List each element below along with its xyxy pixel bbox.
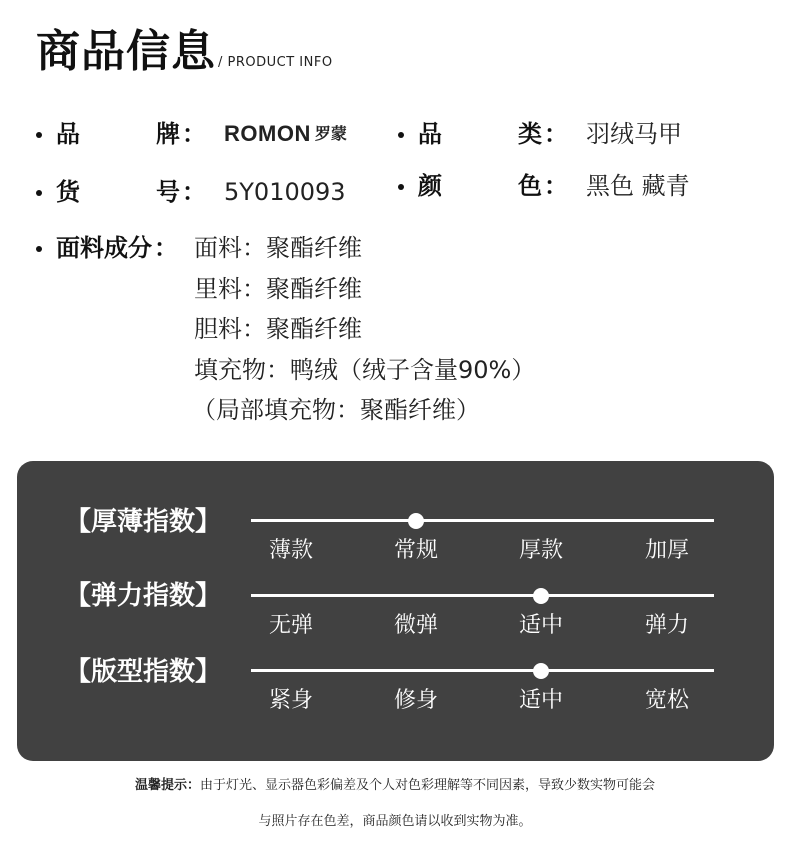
page-subtitle: / PRODUCT INFO <box>218 55 333 70</box>
fit-index-title: 【版型指数】 <box>65 657 222 687</box>
material-line: 面料：聚酯纤维 <box>194 234 362 262</box>
item-no-value: 5Y010093 <box>224 178 346 206</box>
brand-logo-latin: ROMON <box>224 121 311 146</box>
thickness-index-track <box>251 519 714 522</box>
color-label: 颜 色 <box>418 172 542 200</box>
material-label: 面料成分 <box>56 234 152 262</box>
info-row-category: 品 类 ： 羽绒马甲 <box>398 120 682 148</box>
material-line: 胆料：聚酯纤维 <box>194 315 362 343</box>
info-row-color: 颜 色 ： 黑色 藏青 <box>398 172 690 200</box>
scale-option: 厚款 <box>518 538 564 563</box>
brand-logo <box>224 120 347 148</box>
info-row-material: 面料成分 ： <box>36 234 178 262</box>
thickness-index-marker <box>408 513 424 529</box>
bullet-icon <box>398 184 404 190</box>
scale-option: 适中 <box>518 613 564 638</box>
scale-option: 适中 <box>518 688 564 713</box>
fit-index-track <box>251 669 714 672</box>
category-label: 品 类 <box>418 120 542 148</box>
fit-index-marker <box>533 663 549 679</box>
scale-option: 薄款 <box>268 538 314 563</box>
brand-logo-cn: 罗蒙 <box>314 124 347 143</box>
page-header <box>36 28 333 76</box>
info-row-item-no: 货 号 ： 5Y010093 <box>36 178 346 206</box>
category-value: 羽绒马甲 <box>586 120 682 148</box>
scale-option: 常规 <box>393 538 439 563</box>
elasticity-index-title: 【弹力指数】 <box>65 581 222 611</box>
elasticity-index-track <box>251 594 714 597</box>
scale-option: 加厚 <box>644 538 690 563</box>
item-no-label: 货 号 <box>56 178 180 206</box>
material-list <box>194 234 535 437</box>
footnote-text-1: 由于灯光、显示器色彩偏差及个人对色彩理解等不同因素，导致少数实物可能会 <box>200 778 656 793</box>
scale-option: 紧身 <box>268 688 314 713</box>
thickness-index-title: 【厚薄指数】 <box>65 507 222 537</box>
info-row-brand: 品 牌 ： ROMON 罗蒙 <box>36 120 347 148</box>
thickness-index-options <box>17 538 774 568</box>
footnote <box>0 776 790 832</box>
material-line: 填充物：鸭绒（绒子含量90%） <box>194 355 536 384</box>
bullet-icon <box>36 132 42 138</box>
footnote-prefix: 温馨提示： <box>134 778 200 793</box>
scale-option: 宽松 <box>644 688 690 713</box>
scale-option: 弹力 <box>644 613 690 638</box>
index-panel <box>17 461 774 761</box>
material-line: 里料：聚酯纤维 <box>194 274 362 303</box>
brand-label: 品 牌 <box>56 120 180 148</box>
bullet-icon <box>36 190 42 196</box>
bullet-icon <box>398 132 404 138</box>
footnote-line-2: 与照片存在色差，商品颜色请以收到实物为准。 <box>258 814 532 829</box>
bullet-icon <box>36 246 42 252</box>
material-line: （局部填充物：聚酯纤维） <box>192 396 480 424</box>
page-title: 商品信息 <box>36 26 216 77</box>
fit-index-options <box>17 688 774 718</box>
color-value: 黑色 藏青 <box>586 172 690 200</box>
scale-option: 微弹 <box>393 613 439 638</box>
footnote-line-1 <box>0 776 790 796</box>
elasticity-index-options <box>17 613 774 643</box>
elasticity-index-marker <box>533 588 549 604</box>
scale-option: 修身 <box>393 688 439 713</box>
scale-option: 无弹 <box>268 613 314 638</box>
